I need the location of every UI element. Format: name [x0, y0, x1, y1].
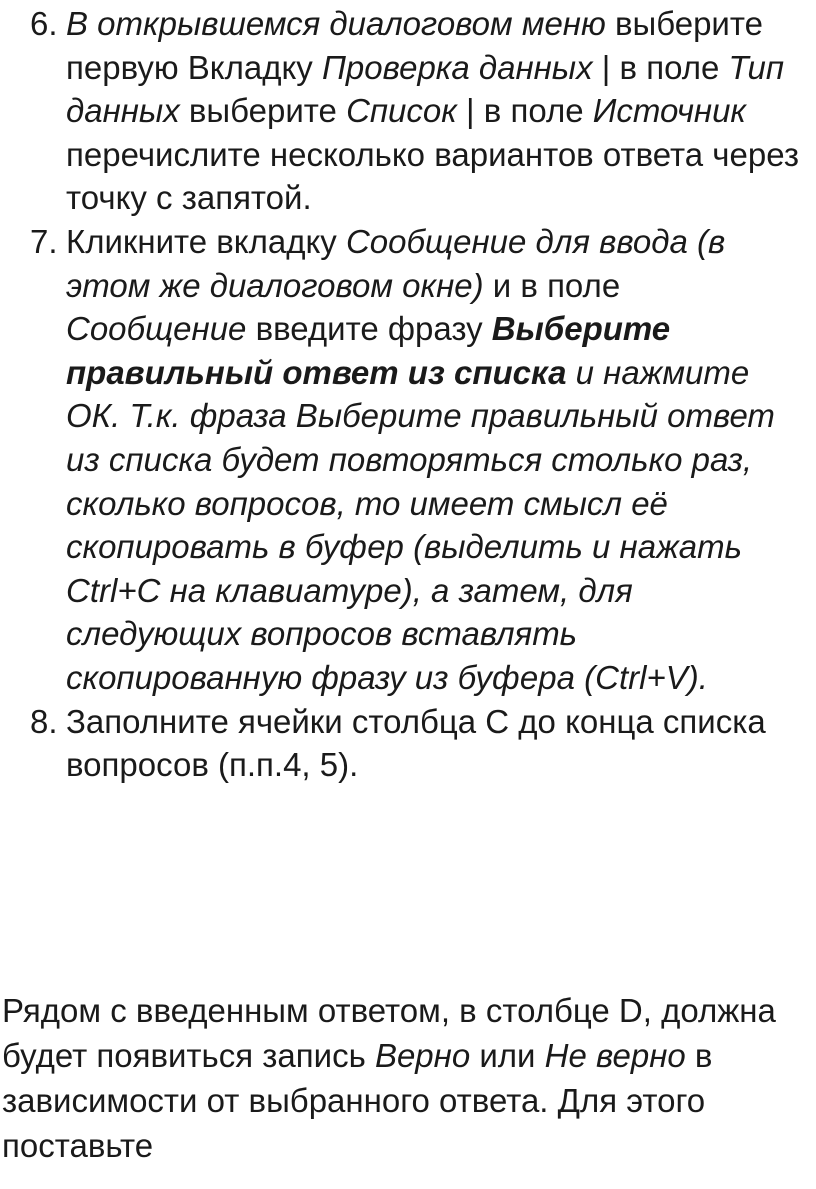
- text-run: Проверка данных: [321, 48, 593, 86]
- text-run: в зависимости от выбранного ответа. Для этого поставьте: [2, 1037, 713, 1164]
- text-run: | в поле: [592, 48, 729, 86]
- list-item-step-7: [0, 220, 816, 700]
- list-item-step-6: [0, 2, 816, 220]
- text-run: Рядом с введенным ответом, в столбце D, должна будет появиться запись: [2, 992, 776, 1074]
- text-run: Не верно: [544, 1037, 686, 1074]
- step-number: 6.: [30, 5, 58, 42]
- text-run: Заполните ячейки столбца С до конца списка вопросов (п.п.4, 5).: [66, 702, 766, 784]
- text-run: и в поле: [483, 266, 621, 304]
- text-run: перечислите несколько вариантов ответа через точку с запятой.: [66, 135, 799, 217]
- text-run: Сообщение для ввода (в этом же диалоговом окне): [66, 222, 726, 304]
- text-run: Источник: [592, 92, 747, 130]
- step-text: [66, 223, 775, 696]
- step-number: 8.: [30, 702, 58, 740]
- text-run: или: [470, 1037, 545, 1074]
- text-run: и нажмите ОК. Т.к. фраза Выберите правильный ответ из списка будет повторяться столько раз, сколько вопросов, то имеет смысл её скопировать в буфер (выделить и нажать Ctrl+C на клавиатуре), а затем, для следующих вопросов вставлять скопированную фразу из буфера (Ctrl+V).: [66, 353, 775, 696]
- text-run: введите фразу: [246, 310, 492, 348]
- step-text: [66, 703, 766, 784]
- text-run: Тип данных: [66, 48, 785, 130]
- instruction-list: [0, 2, 816, 787]
- text-run: | в поле: [456, 92, 593, 130]
- text-run: выберите первую Вкладку: [66, 5, 763, 86]
- text-run: В открывшемся диалоговом меню: [66, 5, 606, 42]
- step-text: [66, 5, 799, 216]
- list-item-step-8: [0, 700, 816, 787]
- step-number: 7.: [30, 222, 58, 260]
- text-run: Верно: [374, 1037, 471, 1074]
- text-run: Кликните вкладку: [66, 222, 346, 260]
- text-run: Список: [346, 92, 457, 130]
- text-run: выберите: [179, 92, 347, 130]
- text-run-emphasis: Выберите правильный ответ из списка: [66, 310, 671, 391]
- body-paragraph: [2, 988, 814, 1168]
- text-run: Сообщение: [66, 310, 247, 348]
